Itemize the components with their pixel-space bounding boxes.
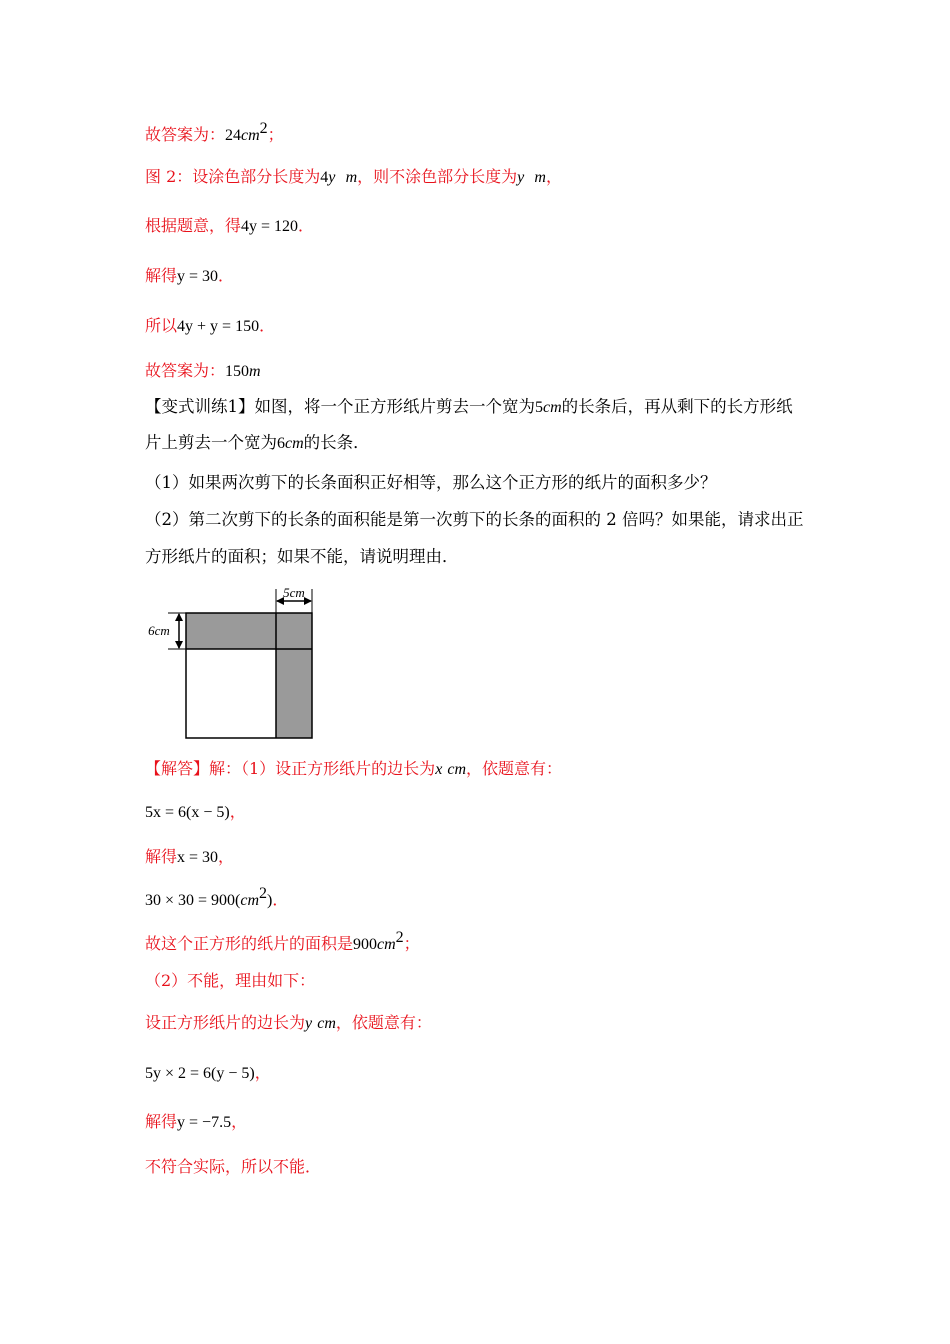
- text-segment: 解得: [145, 1112, 178, 1131]
- question-1: [145, 473, 717, 493]
- math-superscript: 2: [259, 120, 268, 137]
- problem-text: 的长条．: [303, 433, 370, 452]
- conclusion-text: 不符合实际，所以不能．: [145, 1157, 322, 1176]
- math-equation: 5x = 6(x − 5): [145, 804, 230, 821]
- math-variable: y: [305, 1015, 313, 1032]
- punctuation: ，: [545, 167, 562, 186]
- text-segment: 设正方形纸片的边长为: [145, 1013, 306, 1032]
- punctuation: ；: [267, 125, 284, 144]
- punctuation: ．: [298, 216, 315, 235]
- solution-line-3: [145, 847, 234, 868]
- question-text: 方形纸片的面积；如果不能，请说明理由．: [145, 547, 459, 566]
- punctuation: ．: [272, 890, 289, 909]
- math-equation: 4y + y = 150: [177, 318, 260, 335]
- math-value: 4: [320, 169, 329, 186]
- solution-line-2: [145, 802, 246, 823]
- math-equation: 5y × 2 = 6(y − 5): [145, 1065, 255, 1082]
- top-strip: [186, 613, 276, 649]
- question-2-line-1: [145, 510, 804, 530]
- text-segment: （2）不能，理由如下：: [145, 971, 316, 990]
- solution-header: 【解答】解：（1）设正方形纸片的边长为: [145, 759, 436, 778]
- math-value: 150: [225, 363, 250, 380]
- math-equation: x = 30: [177, 849, 219, 866]
- text-segment: ，依题意有：: [335, 1013, 432, 1032]
- math-unit: cm: [447, 761, 467, 778]
- punctuation: ，: [254, 1063, 271, 1082]
- solution-line-5: [145, 929, 420, 955]
- punctuation: ，: [218, 847, 235, 866]
- text-segment: 解得: [145, 847, 178, 866]
- math-unit: cm: [543, 399, 562, 416]
- problem-line-2: [145, 433, 370, 454]
- question-text: （2）第二次剪下的长条的面积能是第一次剪下的长条的面积的 2 倍吗？如果能，请求出正: [145, 510, 804, 529]
- problem-text: 的长条后，再从剩下的长方形纸: [561, 397, 793, 416]
- math-unit: m: [249, 363, 261, 380]
- punctuation: ．: [218, 266, 235, 285]
- math-unit: cm: [240, 892, 260, 909]
- math-value: 5: [535, 399, 543, 416]
- solution-line-10: [145, 1157, 321, 1177]
- math-equation: 4y = 120: [241, 218, 299, 235]
- text-segment: ，则不涂色部分长度为: [357, 167, 518, 186]
- solution-line-8: [145, 1063, 271, 1084]
- answer-line-1: [145, 120, 284, 146]
- math-variable: x: [435, 761, 443, 778]
- math-equation: 30 × 30 = 900(: [145, 892, 241, 909]
- math-unit: cm: [377, 936, 396, 953]
- right-strip: [276, 613, 312, 738]
- math-variable: y: [517, 169, 525, 186]
- math-paren: ): [267, 892, 273, 909]
- math-value: 6: [277, 435, 285, 452]
- answer-line-2: [145, 167, 562, 188]
- answer-label: 故答案为：: [145, 125, 226, 144]
- question-2-line-2: [145, 547, 459, 567]
- question-text: （1）如果两次剪下的长条面积正好相等，那么这个正方形的纸片的面积多少？: [145, 473, 717, 492]
- math-unit: m: [345, 169, 358, 186]
- problem-text: 【变式训练1】如图，将一个正方形纸片剪去一个宽为: [145, 397, 535, 416]
- math-unit: cm: [241, 127, 260, 144]
- text-segment: 所以: [145, 316, 178, 335]
- answer-line-4: [145, 266, 234, 287]
- math-variable: y: [328, 169, 336, 186]
- solution-line-4: [145, 885, 289, 911]
- text-segment: 故这个正方形的纸片的面积是: [145, 934, 354, 953]
- text-segment: 根据题意，得: [145, 216, 242, 235]
- answer-label: 故答案为：: [145, 361, 226, 380]
- solution-line-6: [145, 971, 315, 991]
- math-unit: cm: [285, 435, 304, 452]
- solution-line-9: [145, 1112, 247, 1133]
- math-unit: cm: [317, 1015, 336, 1032]
- math-superscript: 2: [259, 885, 268, 902]
- math-equation: y = 30: [177, 268, 219, 285]
- math-value: 900: [353, 936, 378, 953]
- math-superscript: 2: [395, 929, 404, 946]
- punctuation: ；: [403, 934, 420, 953]
- solution-line-1: [145, 759, 562, 780]
- answer-line-3: [145, 216, 314, 237]
- text-segment: 图 2：设涂色部分长度为: [145, 167, 321, 186]
- text-segment: 解得: [145, 266, 178, 285]
- answer-line-5: [145, 316, 275, 337]
- problem-text: 片上剪去一个宽为: [145, 433, 277, 452]
- math-equation: y = −7.5: [177, 1114, 232, 1131]
- punctuation: ．: [259, 316, 276, 335]
- width-label: 5cm: [283, 585, 305, 600]
- problem-line-1: [145, 397, 793, 418]
- height-label: 6cm: [148, 623, 170, 638]
- answer-line-6: [145, 361, 261, 382]
- text-segment: ，依题意有：: [466, 759, 563, 778]
- punctuation: ，: [229, 802, 246, 821]
- math-value: 24: [225, 127, 242, 144]
- solution-line-7: [145, 1013, 432, 1034]
- punctuation: ，: [231, 1112, 248, 1131]
- math-unit: m: [534, 169, 546, 186]
- square-paper-figure: [140, 583, 330, 743]
